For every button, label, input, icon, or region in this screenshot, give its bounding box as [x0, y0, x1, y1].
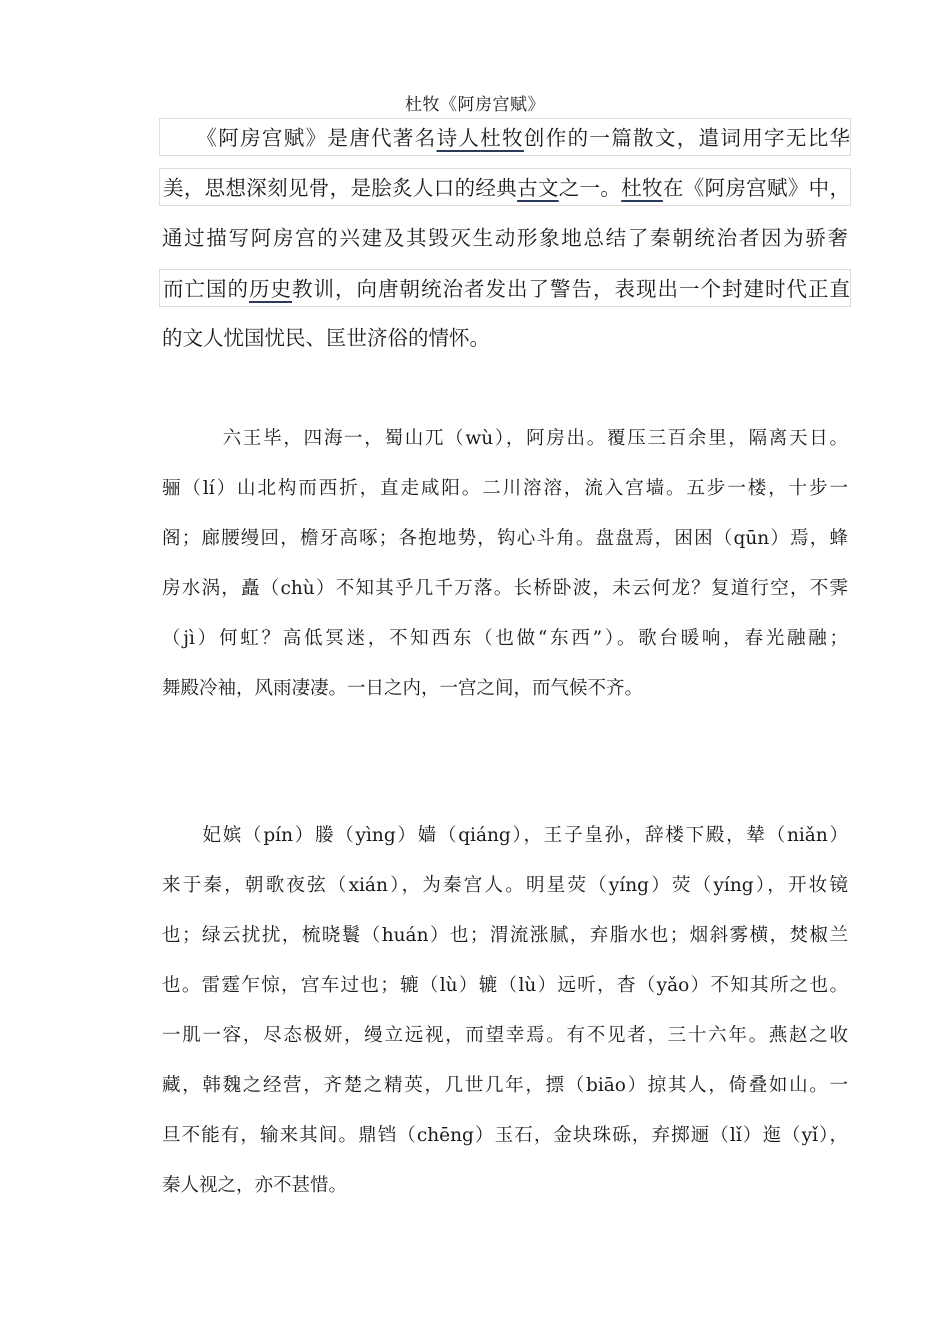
link-classical-prose[interactable]: 古文: [517, 176, 559, 200]
para2-line: 旦不能有，输来其间。鼎铛（chēng）玉石，金块珠砾，弃掷逦（lǐ）迤（yǐ），: [162, 1125, 848, 1146]
intro-text: 美，思想深刻见骨，是脍炙人口的经典: [163, 176, 518, 200]
intro-text: 在《阿房宫赋》中，: [662, 176, 850, 200]
para1-line: 阁；廊腰缦回，檐牙高啄；各抱地势，钩心斗角。盘盘焉，困困（qūn）焉，蜂: [162, 528, 848, 549]
link-du-mu[interactable]: 杜牧: [480, 126, 524, 150]
intro-line-2: [159, 168, 851, 206]
intro-text: 创作的一篇散文，遣词用字无比华: [523, 126, 851, 150]
para2-line: 秦人视之，亦不甚惜。: [162, 1175, 348, 1196]
intro-text: 之一。: [558, 176, 622, 200]
page-title: 杜牧《阿房宫赋》: [405, 95, 545, 115]
intro-line-3: 通过描写阿房宫的兴建及其毁灭生动形象地总结了秦朝统治者因为骄奢: [162, 226, 848, 250]
intro-line-1: [159, 118, 851, 156]
para1-line: 房水涡，矗（chù）不知其乎几千万落。长桥卧波，未云何龙？复道行空，不霁: [162, 578, 848, 599]
para2-line: 一肌一容，尽态极妍，缦立远视，而望幸焉。有不见者，三十六年。燕赵之收: [162, 1025, 848, 1046]
para1-line: 六王毕，四海一，蜀山兀（wù），阿房出。覆压三百余里，隔离天日。: [162, 428, 848, 449]
link-du-mu-2[interactable]: 杜牧: [621, 176, 663, 200]
link-history[interactable]: 历史: [249, 277, 292, 301]
para1-line: 舞殿冷袖，风雨凄凄。一日之内，一宫之间，而气候不齐。: [162, 678, 644, 699]
intro-text: 《阿房宫赋》是唐代著名: [163, 126, 437, 150]
intro-line-5: 的文人忧国忧民、匡世济俗的情怀。: [162, 326, 490, 350]
para2-line: 来于秦，朝歌夜弦（xián），为秦宫人。明星荧（yíng）荧（yíng），开妆镜: [162, 875, 848, 896]
para1-line: （jì）何虹？高低冥迷，不知西东（也做“东西”）。歌台暖响，春光融融；: [162, 628, 848, 649]
para2-line: 藏，韩魏之经营，齐楚之精英，几世几年，摽（biāo）掠其人，倚叠如山。一: [162, 1075, 848, 1096]
para2-line: 也。雷霆乍惊，宫车过也；辘（lù）辘（lù）远听，杳（yǎo）不知其所之也。: [162, 975, 848, 996]
para2-line: 也；绿云扰扰，梳晓鬟（huán）也；渭流涨腻，弃脂水也；烟斜雾横，焚椒兰: [162, 925, 848, 946]
link-poet[interactable]: 诗人: [436, 126, 481, 150]
para1-line: 骊（lí）山北构而西折，直走咸阳。二川溶溶，流入宫墙。五步一楼，十步一: [162, 478, 848, 499]
intro-text: 教训，向唐朝统治者发出了警告，表现出一个封建时代正直: [292, 277, 850, 301]
para2-line: 妃嫔（pín）媵（yìng）嫱（qiáng），王子皇孙，辞楼下殿，辇（niǎn）: [162, 825, 848, 846]
intro-text: 而亡国的: [163, 277, 249, 301]
intro-line-4: [159, 269, 851, 307]
